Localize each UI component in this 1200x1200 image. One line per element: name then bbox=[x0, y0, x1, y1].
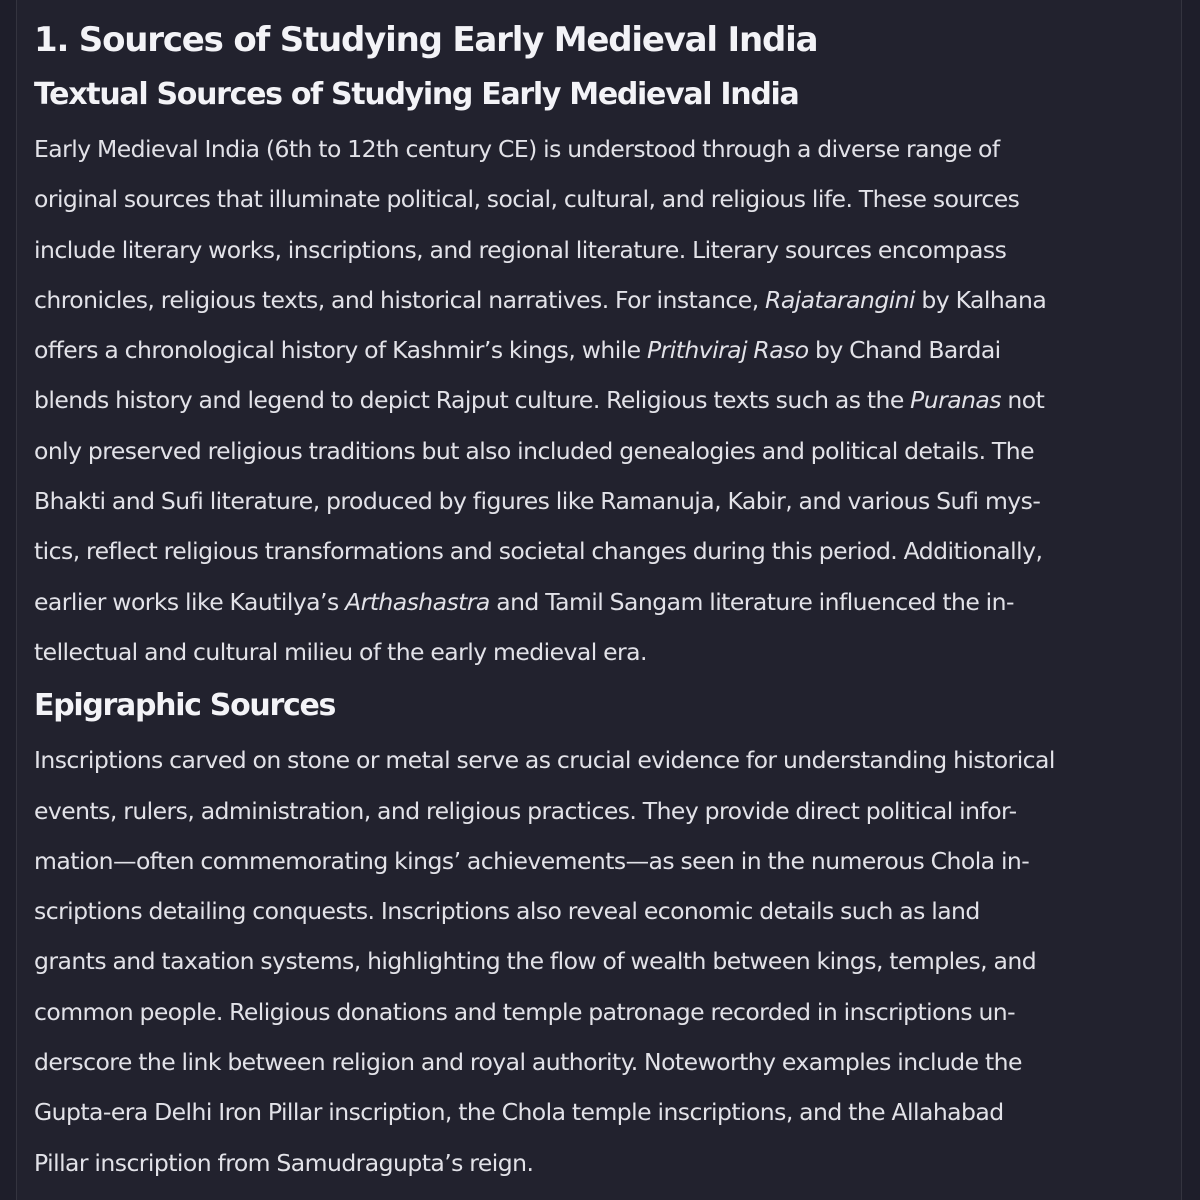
epigraphic-sources-paragraph bbox=[34, 735, 1159, 1188]
epigraphic-sources-heading: Epigraphic Sources bbox=[34, 688, 336, 724]
work-title: Puranas bbox=[910, 386, 1001, 415]
text-line: only preserved religious traditions but also included genealogies and political details. The bbox=[34, 436, 1034, 465]
document-page bbox=[16, 0, 1182, 1200]
textual-sources-paragraph bbox=[34, 124, 1159, 677]
text-line: common people. Religious donations and temple patronage recorded in inscriptions un- bbox=[34, 997, 1016, 1026]
textual-sources-heading: Textual Sources of Studying Early Medieval India bbox=[34, 77, 799, 112]
work-title: Prithviraj Raso bbox=[647, 336, 809, 365]
text-line: earlier works like Kautilya’s Arthashastra and Tamil Sangam literature influenced the in- bbox=[34, 587, 1014, 616]
text-line: derscore the link between religion and royal authority. Noteworthy examples include the bbox=[34, 1048, 1022, 1077]
text-line: tics, reflect religious transformations and societal changes during this period. Additionally, bbox=[34, 537, 1043, 566]
text-line: Pillar inscription from Samudragupta’s reign. bbox=[34, 1148, 534, 1177]
text-line: mation—often commemorating kings’ achievements—as seen in the numerous Chola in- bbox=[34, 846, 1030, 875]
text-line: Inscriptions carved on stone or metal serve as crucial evidence for understanding historical bbox=[34, 746, 1055, 775]
text-line: chronicles, religious texts, and historical narratives. For instance, Rajatarangini by Kalhana bbox=[34, 285, 1047, 314]
text-line: Early Medieval India (6th to 12th century CE) is understood through a diverse range of bbox=[34, 135, 1000, 163]
text-line: grants and taxation systems, highlighting the flow of wealth between kings, temples, and bbox=[34, 947, 1037, 976]
work-title: Arthashastra bbox=[345, 587, 490, 616]
text-line: scriptions detailing conquests. Inscriptions also reveal economic details such as land bbox=[34, 897, 980, 926]
text-line: Bhakti and Sufi literature, produced by figures like Ramanuja, Kabir, and various Sufi mys- bbox=[34, 487, 1041, 516]
section-title: 1. Sources of Studying Early Medieval India bbox=[34, 20, 818, 60]
work-title: Rajatarangini bbox=[765, 285, 915, 314]
text-line: tellectual and cultural milieu of the early medieval era. bbox=[34, 637, 647, 666]
text-line: include literary works, inscriptions, and regional literature. Literary sources encompass bbox=[34, 235, 1007, 264]
text-line: blends history and legend to depict Rajput culture. Religious texts such as the Puranas not bbox=[34, 386, 1045, 415]
text-line: Gupta-era Delhi Iron Pillar inscription, the Chola temple inscriptions, and the Allahabad bbox=[34, 1098, 1004, 1127]
text-line: original sources that illuminate political, social, cultural, and religious life. These sources bbox=[34, 185, 1020, 214]
text-line: offers a chronological history of Kashmir’s kings, while Prithviraj Raso by Chand Bardai bbox=[34, 336, 1001, 365]
text-line: events, rulers, administration, and religious practices. They provide direct political infor- bbox=[34, 796, 1017, 825]
